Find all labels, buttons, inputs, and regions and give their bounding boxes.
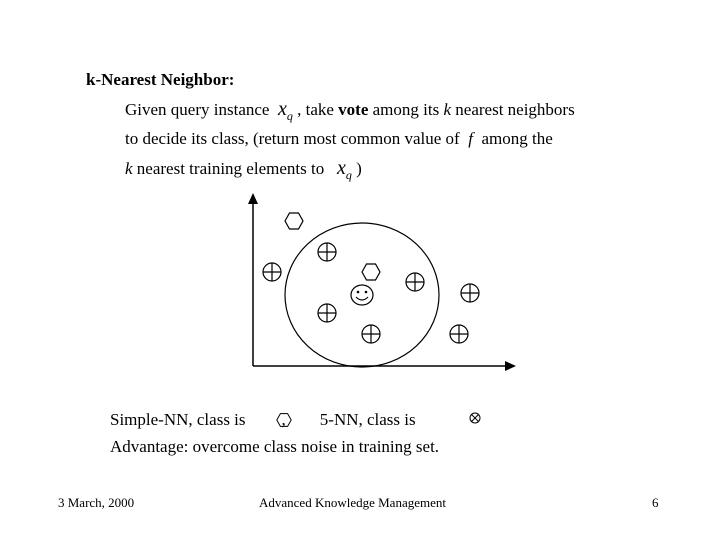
x-axis-arrow [505, 361, 516, 371]
neighborhood-circle [285, 223, 439, 367]
plus-point [318, 243, 336, 261]
plus-point [318, 304, 336, 322]
line-1: Given query instance $x_q$ , take vote among its k nearest neighbors [125, 98, 575, 123]
caption-1: Simple-NN, class is , 5-NN, class is [110, 410, 416, 429]
plus-point [263, 263, 281, 281]
heading: k-Nearest Neighbor: [86, 70, 235, 89]
line-2: to decide its class, (return most common value of f among the [125, 129, 553, 148]
line-3: k nearest training elements to $x_q$ ) [125, 157, 362, 182]
page-number: 6 [652, 495, 659, 510]
hexagon-point [362, 264, 380, 280]
footer-date: 3 March, 2000 [58, 495, 135, 510]
y-axis-arrow [248, 193, 258, 204]
caption-2: Advantage: overcome class noise in training set. [110, 437, 440, 456]
hexagon-point [285, 213, 303, 229]
footer-title: Advanced Knowledge Management [259, 495, 446, 510]
plus-point [461, 284, 479, 302]
crossed-circle-legend-icon [470, 413, 480, 423]
plus-point [362, 325, 380, 343]
smiley-icon [351, 285, 373, 305]
xq-symbol: $x_q$ [336, 157, 352, 182]
plus-point [406, 273, 424, 291]
plus-point [450, 325, 468, 343]
xq-symbol: $x_q$ [277, 98, 293, 123]
